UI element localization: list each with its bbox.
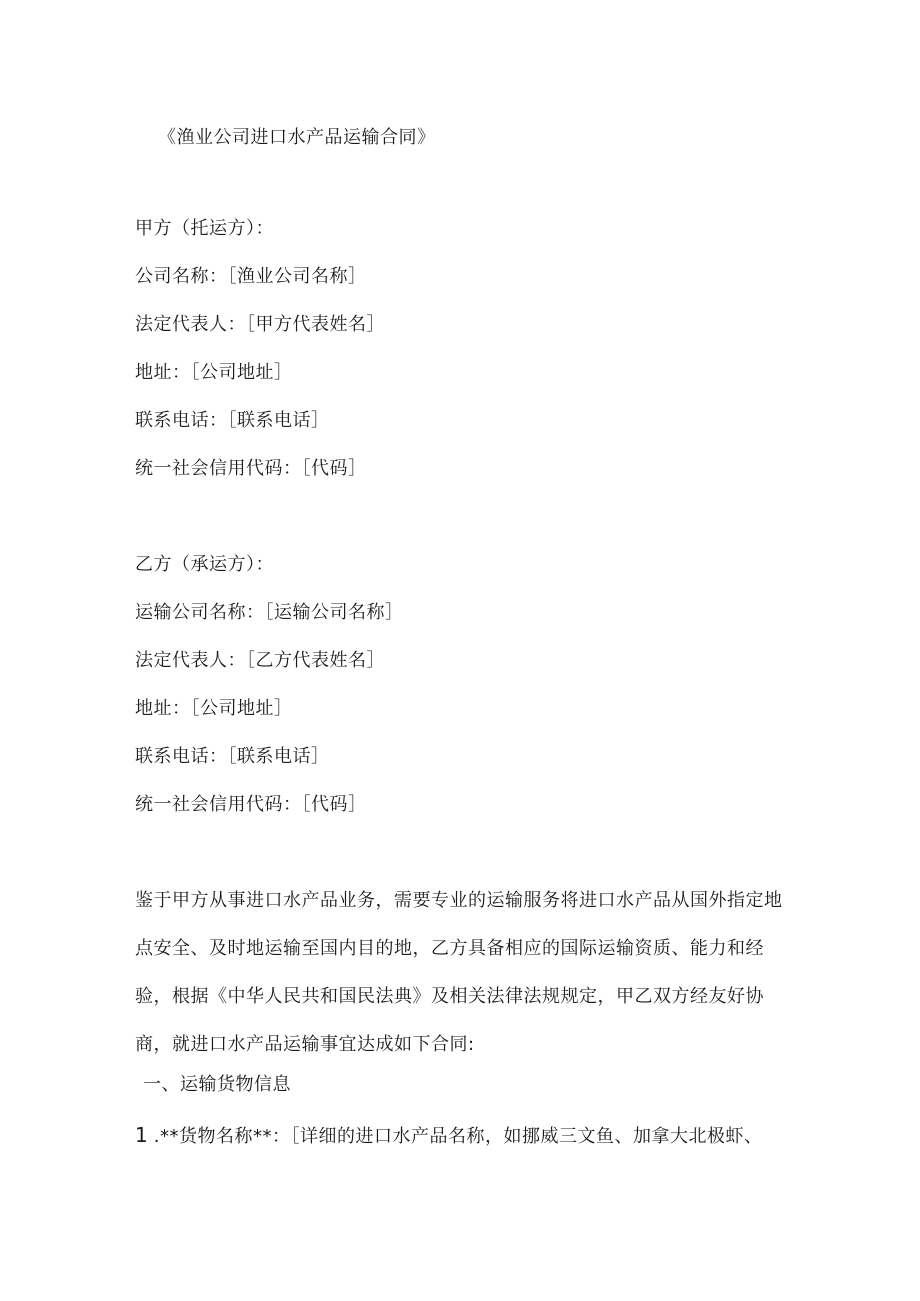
party-b-heading: 乙方（承运方）： — [135, 554, 274, 575]
item-text: .**货物名称**：［详细的进口水产品名称，如挪威三文鱼、加拿大北极虾、 — [153, 1126, 763, 1147]
party-b-credit-code: 统一社会信用代码：［代码］ — [135, 794, 367, 815]
party-b-phone: 联系电话：［联系电话］ — [135, 746, 330, 767]
party-b-company-name: 运输公司名称：［运输公司名称］ — [135, 602, 404, 623]
contract-title: 《渔业公司进口水产品运输合同》 — [158, 127, 436, 148]
party-a-company-name: 公司名称：［渔业公司名称］ — [135, 266, 367, 287]
party-a-phone: 联系电话：［联系电话］ — [135, 410, 330, 431]
section-1-heading: 一、运输货物信息 — [143, 1074, 291, 1095]
party-b-legal-rep: 法定代表人：［乙方代表姓名］ — [135, 650, 385, 671]
party-b-address: 地址：［公司地址］ — [135, 698, 293, 719]
preamble-paragraph: 鉴于甲方从事进口水产品业务，需要专业的运输服务将进口水产品从国外指定地点安全、及时地运输至国内目的地，乙方具备相应的国际运输资质、能力和经验，根据《中华人民共和国民法典》及相关法律法规规定，甲乙双方经友好协商，就进口水产品运输事宜达成如下合同: — [135, 890, 783, 1055]
party-a-legal-rep: 法定代表人：［甲方代表姓名］ — [135, 314, 385, 335]
party-a-credit-code: 统一社会信用代码：［代码］ — [135, 458, 367, 479]
party-a-heading: 甲方（托运方）： — [135, 218, 274, 239]
item-number: 1 — [135, 1123, 148, 1147]
party-a-address: 地址：［公司地址］ — [135, 362, 293, 383]
section-1-item-1 — [135, 1123, 762, 1149]
